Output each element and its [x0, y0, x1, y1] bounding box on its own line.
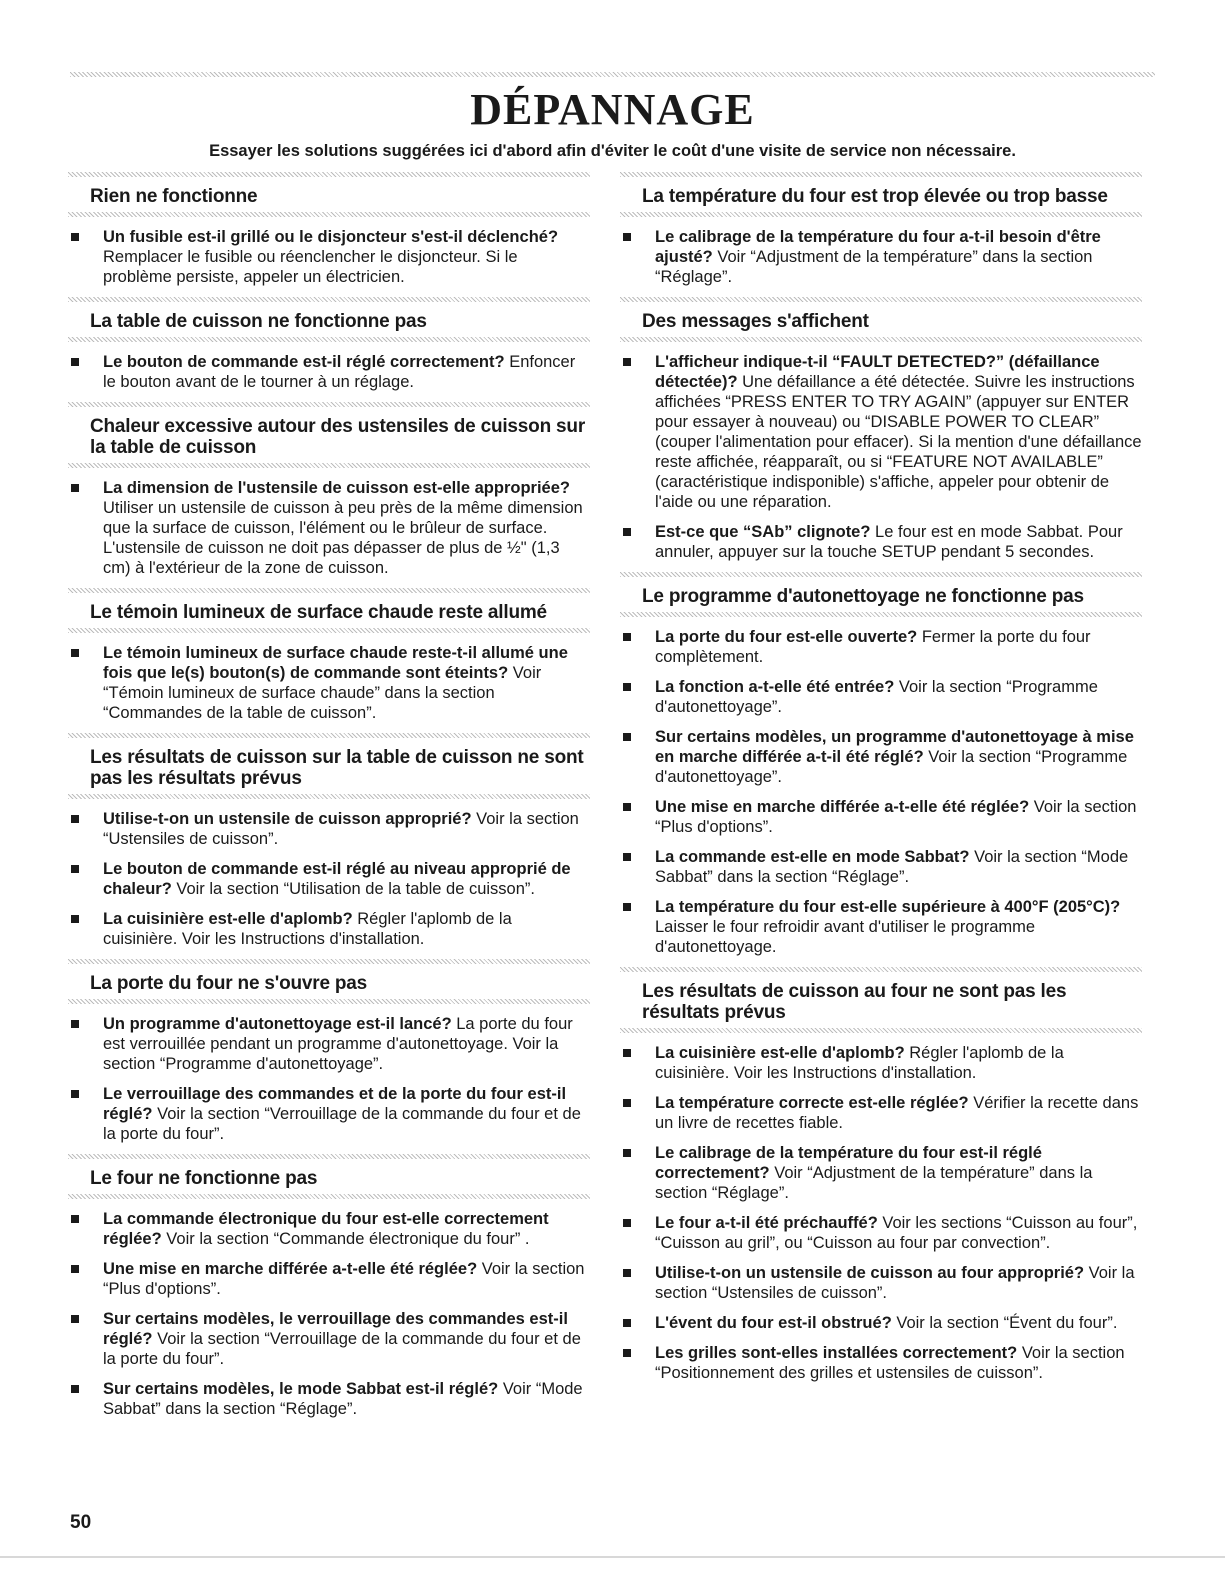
question-list — [68, 1014, 590, 1144]
section-title: Des messages s'affichent — [642, 311, 869, 332]
question-list — [620, 627, 1142, 957]
answer-text: Voir “Adjustment de la température” dans la section “Réglage”. — [655, 1164, 1093, 1202]
question-text: Les grilles sont-elles installées correctement? — [655, 1344, 1018, 1362]
question-text: Le bouton de commande est-il réglé correctement? — [103, 353, 505, 371]
question-text: Sur certains modèles, le verrouillage des commandes est-il réglé? — [103, 1310, 568, 1348]
square-bullet-icon — [71, 1315, 79, 1323]
section-title: Les résultats de cuisson au four ne sont pas les résultats prévus — [642, 981, 1067, 1023]
left-column — [68, 172, 590, 1429]
page-number: 50 — [70, 1512, 92, 1533]
question-text: Est-ce que “SAb” clignote? — [655, 523, 871, 541]
list-item — [620, 522, 1142, 562]
list-item — [620, 1343, 1142, 1383]
question-text: Sur certains modèles, un programme d'autonettoyage à mise en marche différée a-t-il été réglé? — [655, 728, 1134, 766]
section-header — [68, 1168, 590, 1189]
square-bullet-icon — [623, 1349, 631, 1357]
answer-text: Voir la section “Verrouillage de la commande du four et de la porte du four”. — [103, 1105, 581, 1143]
list-item — [620, 352, 1142, 512]
question-list — [620, 352, 1142, 562]
section-divider — [68, 628, 590, 633]
question-list — [68, 809, 590, 949]
answer-text: Voir la section “Programme d'autonettoyage”. — [655, 678, 1098, 716]
answer-text: Voir la section “Utilisation de la table de cuisson”. — [176, 880, 535, 898]
square-bullet-icon — [623, 853, 631, 861]
answer-text: Enfoncer le bouton avant de le tourner à un réglage. — [103, 353, 576, 391]
section-divider — [620, 967, 1142, 972]
answer-text: Voir la section “Plus d'options”. — [655, 798, 1137, 836]
troubleshooting-section — [68, 172, 590, 287]
question-list — [620, 1043, 1142, 1383]
list-item — [620, 797, 1142, 837]
answer-text: Voir la section “Ustensiles de cuisson”. — [103, 810, 579, 848]
square-bullet-icon — [71, 1265, 79, 1273]
answer-text: Voir les sections “Cuisson au four”, “Cuisson au gril”, ou “Cuisson au four par convection”. — [655, 1214, 1138, 1252]
troubleshooting-section — [68, 959, 590, 1144]
question-text: Le bouton de commande est-il réglé au niveau approprié de chaleur? — [103, 860, 571, 898]
list-item — [620, 1043, 1142, 1083]
bottom-divider — [0, 1556, 1225, 1558]
answer-text: Régler l'aplomb de la cuisinière. Voir les Instructions d'installation. — [103, 910, 512, 948]
section-divider — [68, 588, 590, 593]
list-item — [68, 1084, 590, 1144]
section-divider — [68, 172, 590, 177]
troubleshooting-section — [68, 297, 590, 392]
question-text: Une mise en marche différée a-t-elle été réglée? — [103, 1260, 478, 1278]
list-item — [68, 1309, 590, 1369]
list-item — [68, 859, 590, 899]
list-item — [620, 1093, 1142, 1133]
question-text: La dimension de l'ustensile de cuisson est-elle appropriée? — [103, 479, 570, 497]
square-bullet-icon — [71, 358, 79, 366]
section-divider — [620, 612, 1142, 617]
square-bullet-icon — [623, 683, 631, 691]
troubleshooting-section — [620, 967, 1142, 1383]
question-text: La commande est-elle en mode Sabbat? — [655, 848, 970, 866]
troubleshooting-section — [68, 402, 590, 578]
question-text: Le verrouillage des commandes et de la porte du four est-il réglé? — [103, 1085, 567, 1123]
question-text: L'évent du four est-il obstrué? — [655, 1314, 892, 1332]
square-bullet-icon — [623, 1269, 631, 1277]
section-header — [620, 186, 1142, 207]
section-header — [620, 311, 1142, 332]
answer-text: Voir la section “Évent du four”. — [896, 1314, 1118, 1332]
troubleshooting-section — [68, 588, 590, 723]
section-title: La température du four est trop élevée ou trop basse — [642, 186, 1108, 207]
list-item — [68, 809, 590, 849]
section-title: La table de cuisson ne fonctionne pas — [90, 311, 427, 332]
list-item — [620, 1263, 1142, 1303]
answer-text: Voir la section “Commande électronique du four” . — [166, 1230, 530, 1248]
troubleshooting-section — [620, 572, 1142, 957]
question-text: Un fusible est-il grillé ou le disjoncteur s'est-il déclenché? — [103, 228, 559, 246]
answer-text: Voir la section “Positionnement des grilles et ustensiles de cuisson”. — [655, 1344, 1125, 1382]
section-divider — [620, 297, 1142, 302]
list-item — [620, 727, 1142, 787]
list-item — [620, 1143, 1142, 1203]
section-divider — [68, 733, 590, 738]
list-item — [68, 909, 590, 949]
section-divider — [620, 1028, 1142, 1033]
section-divider — [620, 172, 1142, 177]
square-bullet-icon — [623, 633, 631, 641]
troubleshooting-section — [620, 172, 1142, 287]
section-divider — [68, 1154, 590, 1159]
square-bullet-icon — [623, 733, 631, 741]
section-divider — [68, 402, 590, 407]
section-divider — [68, 337, 590, 342]
answer-text: Utiliser un ustensile de cuisson à peu près de la même dimension que la surface de cuisson, l'élément ou le brûleur de surface. L'ustensile de cuisson ne doit pas dépasser de plus de ½" (1,3 cm) à l'extérieur de la zone de cuisson. — [103, 499, 583, 577]
list-item — [68, 1259, 590, 1299]
question-list — [68, 1209, 590, 1419]
question-text: Utilise-t-on un ustensile de cuisson approprié? — [103, 810, 472, 828]
square-bullet-icon — [71, 815, 79, 823]
answer-text: Voir la section “Ustensiles de cuisson”. — [655, 1264, 1135, 1302]
list-item — [68, 643, 590, 723]
top-divider — [70, 72, 1155, 77]
section-title: Rien ne fonctionne — [90, 186, 258, 207]
list-item — [68, 478, 590, 578]
answer-text: Remplacer le fusible ou réenclencher le disjoncteur. Si le problème persiste, appeler un électricien. — [103, 248, 518, 286]
answer-text: Voir “Mode Sabbat” dans la section “Réglage”. — [103, 1380, 583, 1418]
answer-text: Fermer la porte du four complètement. — [655, 628, 1091, 666]
section-divider — [68, 794, 590, 799]
right-column — [620, 172, 1142, 1393]
section-header — [68, 747, 590, 789]
square-bullet-icon — [71, 1215, 79, 1223]
section-header — [620, 981, 1142, 1023]
answer-text: Voir “Adjustment de la température” dans la section “Réglage”. — [655, 248, 1093, 286]
question-text: La commande électronique du four est-elle correctement réglée? — [103, 1210, 549, 1248]
question-text: La cuisinière est-elle d'aplomb? — [103, 910, 353, 928]
square-bullet-icon — [623, 1319, 631, 1327]
section-header — [68, 186, 590, 207]
square-bullet-icon — [71, 1020, 79, 1028]
section-title: Le four ne fonctionne pas — [90, 1168, 318, 1189]
question-text: Une mise en marche différée a-t-elle été réglée? — [655, 798, 1030, 816]
list-item — [68, 1209, 590, 1249]
question-text: Utilise-t-on un ustensile de cuisson au four approprié? — [655, 1264, 1085, 1282]
section-divider — [620, 337, 1142, 342]
square-bullet-icon — [623, 233, 631, 241]
section-title: Les résultats de cuisson sur la table de cuisson ne sont pas les résultats prévus — [90, 747, 584, 789]
square-bullet-icon — [71, 233, 79, 241]
section-divider — [68, 999, 590, 1004]
section-header — [620, 586, 1142, 607]
section-divider — [68, 212, 590, 217]
question-list — [68, 643, 590, 723]
answer-text: Le four est en mode Sabbat. Pour annuler, appuyer sur la touche SETUP pendant 5 secondes. — [655, 523, 1123, 561]
question-text: Le calibrage de la température du four a-t-il besoin d'être ajusté? — [655, 228, 1101, 266]
answer-text: Vérifier la recette dans un livre de recettes fiable. — [655, 1094, 1139, 1132]
list-item — [68, 1379, 590, 1419]
list-item — [68, 1014, 590, 1074]
page-subtitle: Essayer les solutions suggérées ici d'abord afin d'éviter le coût d'une visite de service non nécessaire. — [209, 142, 1016, 160]
question-text: La température du four est-elle supérieure à 400°F (205°C)? — [655, 898, 1121, 916]
section-title: La porte du four ne s'ouvre pas — [90, 973, 368, 994]
question-text: Le calibrage de la température du four est-il réglé correctement? — [655, 1144, 1042, 1182]
section-divider — [620, 572, 1142, 577]
square-bullet-icon — [623, 1149, 631, 1157]
question-text: Le témoin lumineux de surface chaude reste-t-il allumé une fois que le(s) bouton(s) de commande sont éteints? — [103, 644, 568, 682]
answer-text: Voir la section “Plus d'options”. — [103, 1260, 585, 1298]
question-text: Le four a-t-il été préchauffé? — [655, 1214, 878, 1232]
troubleshooting-section — [620, 297, 1142, 562]
section-divider — [68, 463, 590, 468]
square-bullet-icon — [71, 1385, 79, 1393]
question-text: La porte du four est-elle ouverte? — [655, 628, 918, 646]
square-bullet-icon — [623, 803, 631, 811]
square-bullet-icon — [71, 1090, 79, 1098]
page-title: DÉPANNAGE — [470, 85, 755, 134]
answer-text: Régler l'aplomb de la cuisinière. Voir les Instructions d'installation. — [655, 1044, 1064, 1082]
square-bullet-icon — [623, 1049, 631, 1057]
list-item — [620, 847, 1142, 887]
list-item — [620, 227, 1142, 287]
square-bullet-icon — [623, 1219, 631, 1227]
section-divider — [68, 297, 590, 302]
square-bullet-icon — [623, 903, 631, 911]
square-bullet-icon — [71, 865, 79, 873]
troubleshooting-section — [68, 733, 590, 949]
question-text: La cuisinière est-elle d'aplomb? — [655, 1044, 905, 1062]
square-bullet-icon — [71, 484, 79, 492]
list-item — [620, 897, 1142, 957]
question-list — [68, 478, 590, 578]
section-divider — [620, 212, 1142, 217]
square-bullet-icon — [71, 915, 79, 923]
section-header — [68, 602, 590, 623]
section-divider — [68, 959, 590, 964]
section-title: Le programme d'autonettoyage ne fonctionne pas — [642, 586, 1084, 607]
list-item — [620, 627, 1142, 667]
question-text: L'afficheur indique-t-il “FAULT DETECTED?” (défaillance détectée)? — [655, 353, 1100, 391]
answer-text: Voir la section “Programme d'autonettoyage”. — [655, 748, 1128, 786]
square-bullet-icon — [71, 649, 79, 657]
section-title: Le témoin lumineux de surface chaude reste allumé — [90, 602, 547, 623]
troubleshooting-section — [68, 1154, 590, 1419]
list-item — [68, 227, 590, 287]
list-item — [620, 677, 1142, 717]
answer-text: Laisser le four refroidir avant d'utiliser le programme d'autonettoyage. — [655, 918, 1036, 956]
section-header — [68, 416, 590, 458]
square-bullet-icon — [623, 1099, 631, 1107]
list-item — [620, 1313, 1142, 1333]
answer-text: Une défaillance a été détectée. Suivre les instructions affichées “PRESS ENTER TO TRY AGAIN” (appuyer sur ENTER pour essayer à nouveau) ou “DISABLE POWER TO CLEAR” (couper l'alimentation pour effacer). Si la mention d'une défaillance reste affichée, réapparaît, ou si “FEATURE NOT AVAILABLE” (caractéristique indisponible) s'affiche, appeler pour obtenir de l'aide ou une réparation. — [655, 373, 1142, 511]
section-title: Chaleur excessive autour des ustensiles de cuisson sur la table de cuisson — [90, 416, 586, 458]
question-list — [68, 227, 590, 287]
answer-text: Voir la section “Mode Sabbat” dans la section “Réglage”. — [655, 848, 1129, 886]
question-list — [620, 227, 1142, 287]
square-bullet-icon — [623, 358, 631, 366]
question-text: La fonction a-t-elle été entrée? — [655, 678, 895, 696]
question-text: La température correcte est-elle réglée? — [655, 1094, 969, 1112]
answer-text: La porte du four est verrouillée pendant un programme d'autonettoyage. Voir la section “Programme d'autonettoyage”. — [103, 1015, 573, 1073]
answer-text: Voir la section “Verrouillage de la commande du four et de la porte du four”. — [103, 1330, 581, 1368]
section-header — [68, 311, 590, 332]
question-text: Sur certains modèles, le mode Sabbat est-il réglé? — [103, 1380, 499, 1398]
section-header — [68, 973, 590, 994]
question-text: Un programme d'autonettoyage est-il lancé? — [103, 1015, 452, 1033]
square-bullet-icon — [623, 528, 631, 536]
answer-text: Voir “Témoin lumineux de surface chaude” dans la section “Commandes de la table de cuisson”. — [103, 664, 542, 722]
question-list — [68, 352, 590, 392]
list-item — [620, 1213, 1142, 1253]
section-divider — [68, 1194, 590, 1199]
list-item — [68, 352, 590, 392]
